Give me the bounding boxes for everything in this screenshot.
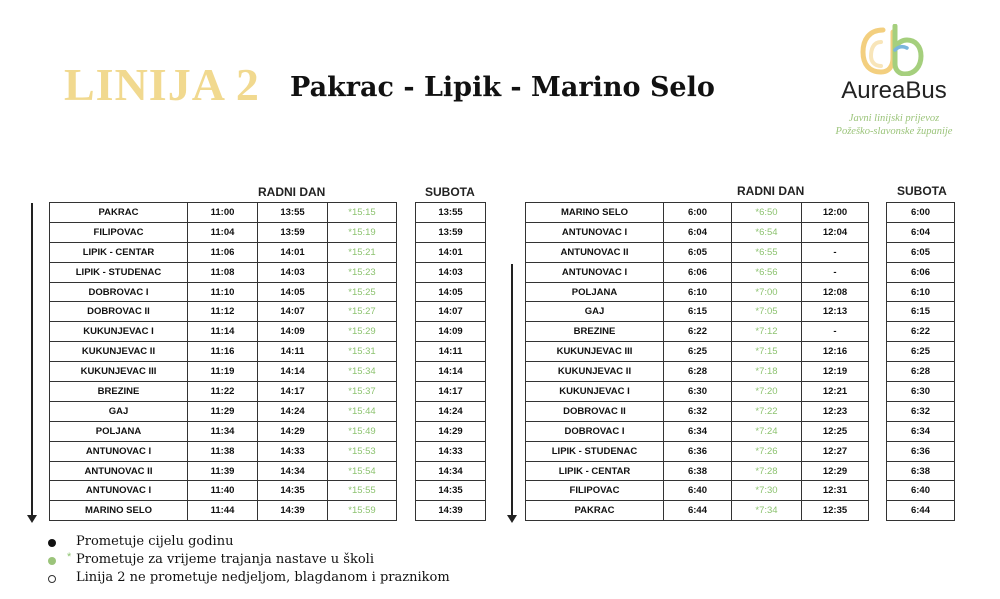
departure-time-cell: 12:29	[802, 461, 869, 481]
table-row	[526, 322, 869, 342]
departure-time-cell: 12:19	[802, 362, 869, 382]
departure-time-cell: 12:27	[802, 441, 869, 461]
aureabus-logo-mark-icon	[859, 24, 925, 76]
departure-time-cell: 13:55	[258, 203, 328, 223]
stop-name-cell: DOBROVAC II	[50, 302, 188, 322]
table-row	[526, 401, 869, 421]
dir1-weekday-table	[49, 202, 397, 521]
departure-time-cell: 11:38	[188, 441, 258, 461]
table-row	[416, 501, 486, 521]
stop-name-cell: LIPIK - CENTAR	[50, 242, 188, 262]
saturday-time-cell: 6:30	[887, 382, 955, 402]
saturday-time-cell: 14:01	[416, 242, 486, 262]
departure-time-cell: *15:44	[328, 401, 397, 421]
departure-time-cell: 6:40	[664, 481, 732, 501]
black-dot-icon	[48, 539, 56, 547]
saturday-time-cell: 6:22	[887, 322, 955, 342]
departure-time-cell: *15:49	[328, 421, 397, 441]
departure-time-cell: -	[802, 242, 869, 262]
departure-time-cell: 14:39	[258, 501, 328, 521]
departure-time-cell: 11:00	[188, 203, 258, 223]
table-row	[50, 203, 397, 223]
departure-time-cell: *6:56	[732, 262, 802, 282]
departure-time-cell: 11:10	[188, 282, 258, 302]
departure-time-cell: 6:38	[664, 461, 732, 481]
departure-time-cell: 14:01	[258, 242, 328, 262]
table-row	[50, 461, 397, 481]
table-row	[526, 382, 869, 402]
table-row	[887, 481, 955, 501]
departure-time-cell: *7:26	[732, 441, 802, 461]
saturday-time-cell: 14:14	[416, 362, 486, 382]
departure-time-cell: 6:04	[664, 222, 732, 242]
table-row	[526, 242, 869, 262]
departure-time-cell: *7:18	[732, 362, 802, 382]
departure-time-cell: 11:34	[188, 421, 258, 441]
stop-name-cell: KUKUNJEVAC III	[526, 342, 664, 362]
departure-time-cell: *15:27	[328, 302, 397, 322]
table-row	[416, 362, 486, 382]
departure-time-cell: 12:13	[802, 302, 869, 322]
table-row	[416, 302, 486, 322]
saturday-time-cell: 6:36	[887, 441, 955, 461]
departure-time-cell: 6:00	[664, 203, 732, 223]
departure-time-cell: 6:28	[664, 362, 732, 382]
table-row	[887, 461, 955, 481]
stop-name-cell: BREZINE	[50, 382, 188, 402]
saturday-time-cell: 14:07	[416, 302, 486, 322]
table-row	[50, 242, 397, 262]
departure-time-cell: -	[802, 322, 869, 342]
table-row	[416, 203, 486, 223]
table-row	[887, 401, 955, 421]
table-row	[887, 302, 955, 322]
dir1-direction-arrow-icon	[27, 203, 37, 523]
table-row	[887, 262, 955, 282]
saturday-time-cell: 6:34	[887, 421, 955, 441]
table-row	[50, 222, 397, 242]
departure-time-cell: 6:25	[664, 342, 732, 362]
departure-time-cell: 12:25	[802, 421, 869, 441]
table-row	[50, 481, 397, 501]
departure-time-cell: *7:05	[732, 302, 802, 322]
departure-time-cell: 6:06	[664, 262, 732, 282]
empty-circle-icon	[48, 575, 56, 583]
logo-tagline-2: Požeško-slavonske županije	[835, 126, 953, 137]
departure-time-cell: *6:55	[732, 242, 802, 262]
departure-time-cell: 11:14	[188, 322, 258, 342]
departure-time-cell: *7:00	[732, 282, 802, 302]
table-row	[50, 342, 397, 362]
stop-name-cell: KUKUNJEVAC I	[50, 322, 188, 342]
saturday-time-cell: 14:09	[416, 322, 486, 342]
stop-name-cell: ANTUNOVAC I	[526, 222, 664, 242]
stop-name-cell: KUKUNJEVAC II	[526, 362, 664, 382]
saturday-time-cell: 13:55	[416, 203, 486, 223]
table-row	[887, 382, 955, 402]
stop-name-cell: ANTUNOVAC II	[526, 242, 664, 262]
table-row	[887, 242, 955, 262]
departure-time-cell: 6:10	[664, 282, 732, 302]
table-row	[526, 342, 869, 362]
table-row	[416, 401, 486, 421]
table-row	[50, 501, 397, 521]
departure-time-cell: 14:14	[258, 362, 328, 382]
aureabus-logo	[828, 24, 960, 142]
green-dot-icon	[48, 557, 56, 565]
saturday-time-cell: 6:25	[887, 342, 955, 362]
saturday-time-cell: 6:38	[887, 461, 955, 481]
saturday-time-cell: 6:44	[887, 501, 955, 521]
stop-name-cell: POLJANA	[526, 282, 664, 302]
legend-all-year-text: Prometuje cijelu godinu	[76, 534, 234, 549]
table-row	[887, 282, 955, 302]
table-row	[526, 421, 869, 441]
dir2-saturday-header: SUBOTA	[897, 184, 947, 198]
departure-time-cell: 14:17	[258, 382, 328, 402]
table-row	[526, 203, 869, 223]
table-row	[50, 362, 397, 382]
departure-time-cell: *15:15	[328, 203, 397, 223]
table-row	[526, 222, 869, 242]
table-row	[416, 382, 486, 402]
saturday-time-cell: 14:33	[416, 441, 486, 461]
table-row	[50, 322, 397, 342]
table-row	[416, 222, 486, 242]
departure-time-cell: 14:24	[258, 401, 328, 421]
departure-time-cell: *15:55	[328, 481, 397, 501]
departure-time-cell: 14:09	[258, 322, 328, 342]
table-row	[416, 282, 486, 302]
stop-name-cell: ANTUNOVAC I	[50, 481, 188, 501]
departure-time-cell: 14:35	[258, 481, 328, 501]
departure-time-cell: 13:59	[258, 222, 328, 242]
saturday-time-cell: 14:11	[416, 342, 486, 362]
departure-time-cell: 11:40	[188, 481, 258, 501]
table-row	[526, 501, 869, 521]
stop-name-cell: DOBROVAC II	[526, 401, 664, 421]
stop-name-cell: LIPIK - STUDENAC	[50, 262, 188, 282]
departure-time-cell: *15:19	[328, 222, 397, 242]
departure-time-cell: 12:31	[802, 481, 869, 501]
stop-name-cell: ANTUNOVAC I	[50, 441, 188, 461]
table-row	[526, 481, 869, 501]
departure-time-cell: 11:39	[188, 461, 258, 481]
legend-no-service-text: Linija 2 ne prometuje nedjeljom, blagdanom i praznikom	[76, 570, 450, 585]
departure-time-cell: 11:16	[188, 342, 258, 362]
departure-time-cell: *7:30	[732, 481, 802, 501]
departure-time-cell: 12:08	[802, 282, 869, 302]
saturday-time-cell: 14:34	[416, 461, 486, 481]
table-row	[526, 282, 869, 302]
stop-name-cell: GAJ	[526, 302, 664, 322]
departure-time-cell: 14:34	[258, 461, 328, 481]
legend-school-text: Prometuje za vrijeme trajanja nastave u školi	[76, 552, 374, 567]
table-row	[50, 382, 397, 402]
table-row	[887, 362, 955, 382]
table-row	[887, 322, 955, 342]
table-row	[526, 262, 869, 282]
saturday-time-cell: 14:39	[416, 501, 486, 521]
departure-time-cell: *7:15	[732, 342, 802, 362]
departure-time-cell: 11:08	[188, 262, 258, 282]
table-row	[50, 421, 397, 441]
stop-name-cell: ANTUNOVAC II	[50, 461, 188, 481]
departure-time-cell: 12:21	[802, 382, 869, 402]
saturday-time-cell: 14:03	[416, 262, 486, 282]
departure-time-cell: *7:24	[732, 421, 802, 441]
table-row	[416, 262, 486, 282]
saturday-time-cell: 6:05	[887, 242, 955, 262]
stop-name-cell: PAKRAC	[50, 203, 188, 223]
table-row	[416, 461, 486, 481]
departure-time-cell: *15:59	[328, 501, 397, 521]
table-row	[50, 282, 397, 302]
departure-time-cell: 11:19	[188, 362, 258, 382]
table-row	[50, 262, 397, 282]
departure-time-cell: 11:06	[188, 242, 258, 262]
line-number-title: LINIJA 2	[64, 59, 260, 110]
saturday-time-cell: 6:04	[887, 222, 955, 242]
departure-time-cell: 11:04	[188, 222, 258, 242]
table-row	[887, 342, 955, 362]
stop-name-cell: DOBROVAC I	[526, 421, 664, 441]
stop-name-cell: KUKUNJEVAC III	[50, 362, 188, 382]
saturday-time-cell: 6:15	[887, 302, 955, 322]
departure-time-cell: 6:44	[664, 501, 732, 521]
departure-time-cell: 11:22	[188, 382, 258, 402]
departure-time-cell: *7:34	[732, 501, 802, 521]
table-row	[887, 222, 955, 242]
logo-tagline-1: Javni linijski prijevoz	[848, 113, 940, 124]
departure-time-cell: *6:54	[732, 222, 802, 242]
stop-name-cell: KUKUNJEVAC II	[50, 342, 188, 362]
departure-time-cell: -	[802, 262, 869, 282]
stop-name-cell: PAKRAC	[526, 501, 664, 521]
departure-time-cell: 11:12	[188, 302, 258, 322]
departure-time-cell: *15:21	[328, 242, 397, 262]
table-row	[526, 441, 869, 461]
saturday-time-cell: 14:29	[416, 421, 486, 441]
saturday-time-cell: 14:24	[416, 401, 486, 421]
departure-time-cell: 12:23	[802, 401, 869, 421]
departure-time-cell: *7:28	[732, 461, 802, 481]
table-row	[416, 242, 486, 262]
departure-time-cell: *15:23	[328, 262, 397, 282]
stop-name-cell: KUKUNJEVAC I	[526, 382, 664, 402]
table-row	[526, 302, 869, 322]
table-row	[416, 322, 486, 342]
stop-name-cell: POLJANA	[50, 421, 188, 441]
saturday-time-cell: 14:05	[416, 282, 486, 302]
departure-time-cell: *15:31	[328, 342, 397, 362]
table-row	[526, 362, 869, 382]
departure-time-cell: *15:53	[328, 441, 397, 461]
stop-name-cell: LIPIK - CENTAR	[526, 461, 664, 481]
saturday-time-cell: 6:32	[887, 401, 955, 421]
table-row	[887, 441, 955, 461]
dir1-saturday-table	[415, 202, 486, 521]
departure-time-cell: *15:25	[328, 282, 397, 302]
stop-name-cell: FILIPOVAC	[50, 222, 188, 242]
saturday-time-cell: 6:28	[887, 362, 955, 382]
departure-time-cell: *15:34	[328, 362, 397, 382]
departure-time-cell: *7:20	[732, 382, 802, 402]
departure-time-cell: 14:05	[258, 282, 328, 302]
departure-time-cell: *7:12	[732, 322, 802, 342]
departure-time-cell: 11:44	[188, 501, 258, 521]
dir1-saturday-header: SUBOTA	[425, 185, 475, 199]
departure-time-cell: 6:22	[664, 322, 732, 342]
stop-name-cell: DOBROVAC I	[50, 282, 188, 302]
departure-time-cell: 14:33	[258, 441, 328, 461]
table-row	[887, 421, 955, 441]
departure-time-cell: *15:37	[328, 382, 397, 402]
table-row	[416, 441, 486, 461]
saturday-time-cell: 14:17	[416, 382, 486, 402]
logo-brand-name: AureaBus	[841, 77, 947, 104]
departure-time-cell: 12:04	[802, 222, 869, 242]
dir2-saturday-table	[886, 202, 955, 521]
table-row	[50, 441, 397, 461]
departure-time-cell: 14:03	[258, 262, 328, 282]
table-row	[50, 302, 397, 322]
departure-time-cell: 12:35	[802, 501, 869, 521]
stop-name-cell: GAJ	[50, 401, 188, 421]
stop-name-cell: FILIPOVAC	[526, 481, 664, 501]
departure-time-cell: 12:00	[802, 203, 869, 223]
table-row	[526, 461, 869, 481]
departure-time-cell: 6:30	[664, 382, 732, 402]
saturday-time-cell: 6:10	[887, 282, 955, 302]
table-row	[50, 401, 397, 421]
table-row	[416, 481, 486, 501]
dir2-weekday-header: RADNI DAN	[737, 184, 805, 198]
departure-time-cell: 6:32	[664, 401, 732, 421]
school-asterisk: *	[67, 551, 72, 563]
departure-time-cell: 14:29	[258, 421, 328, 441]
dir2-weekday-table	[525, 202, 869, 521]
saturday-time-cell: 6:40	[887, 481, 955, 501]
route-title: Pakrac - Lipik - Marino Selo	[290, 72, 715, 103]
saturday-time-cell: 13:59	[416, 222, 486, 242]
departure-time-cell: 12:16	[802, 342, 869, 362]
departure-time-cell: 6:36	[664, 441, 732, 461]
stop-name-cell: BREZINE	[526, 322, 664, 342]
dir1-weekday-header: RADNI DAN	[258, 185, 326, 199]
table-row	[416, 421, 486, 441]
departure-time-cell: *6:50	[732, 203, 802, 223]
table-row	[416, 342, 486, 362]
table-row	[887, 203, 955, 223]
stop-name-cell: MARINO SELO	[50, 501, 188, 521]
saturday-time-cell: 6:00	[887, 203, 955, 223]
departure-time-cell: 11:29	[188, 401, 258, 421]
stop-name-cell: ANTUNOVAC I	[526, 262, 664, 282]
departure-time-cell: 6:34	[664, 421, 732, 441]
table-row	[887, 501, 955, 521]
saturday-time-cell: 14:35	[416, 481, 486, 501]
departure-time-cell: *15:54	[328, 461, 397, 481]
dir2-direction-arrow-icon	[507, 264, 517, 523]
departure-time-cell: 14:07	[258, 302, 328, 322]
saturday-time-cell: 6:06	[887, 262, 955, 282]
departure-time-cell: 6:05	[664, 242, 732, 262]
departure-time-cell: 14:11	[258, 342, 328, 362]
stop-name-cell: MARINO SELO	[526, 203, 664, 223]
stop-name-cell: LIPIK - STUDENAC	[526, 441, 664, 461]
departure-time-cell: *15:29	[328, 322, 397, 342]
departure-time-cell: 6:15	[664, 302, 732, 322]
departure-time-cell: *7:22	[732, 401, 802, 421]
